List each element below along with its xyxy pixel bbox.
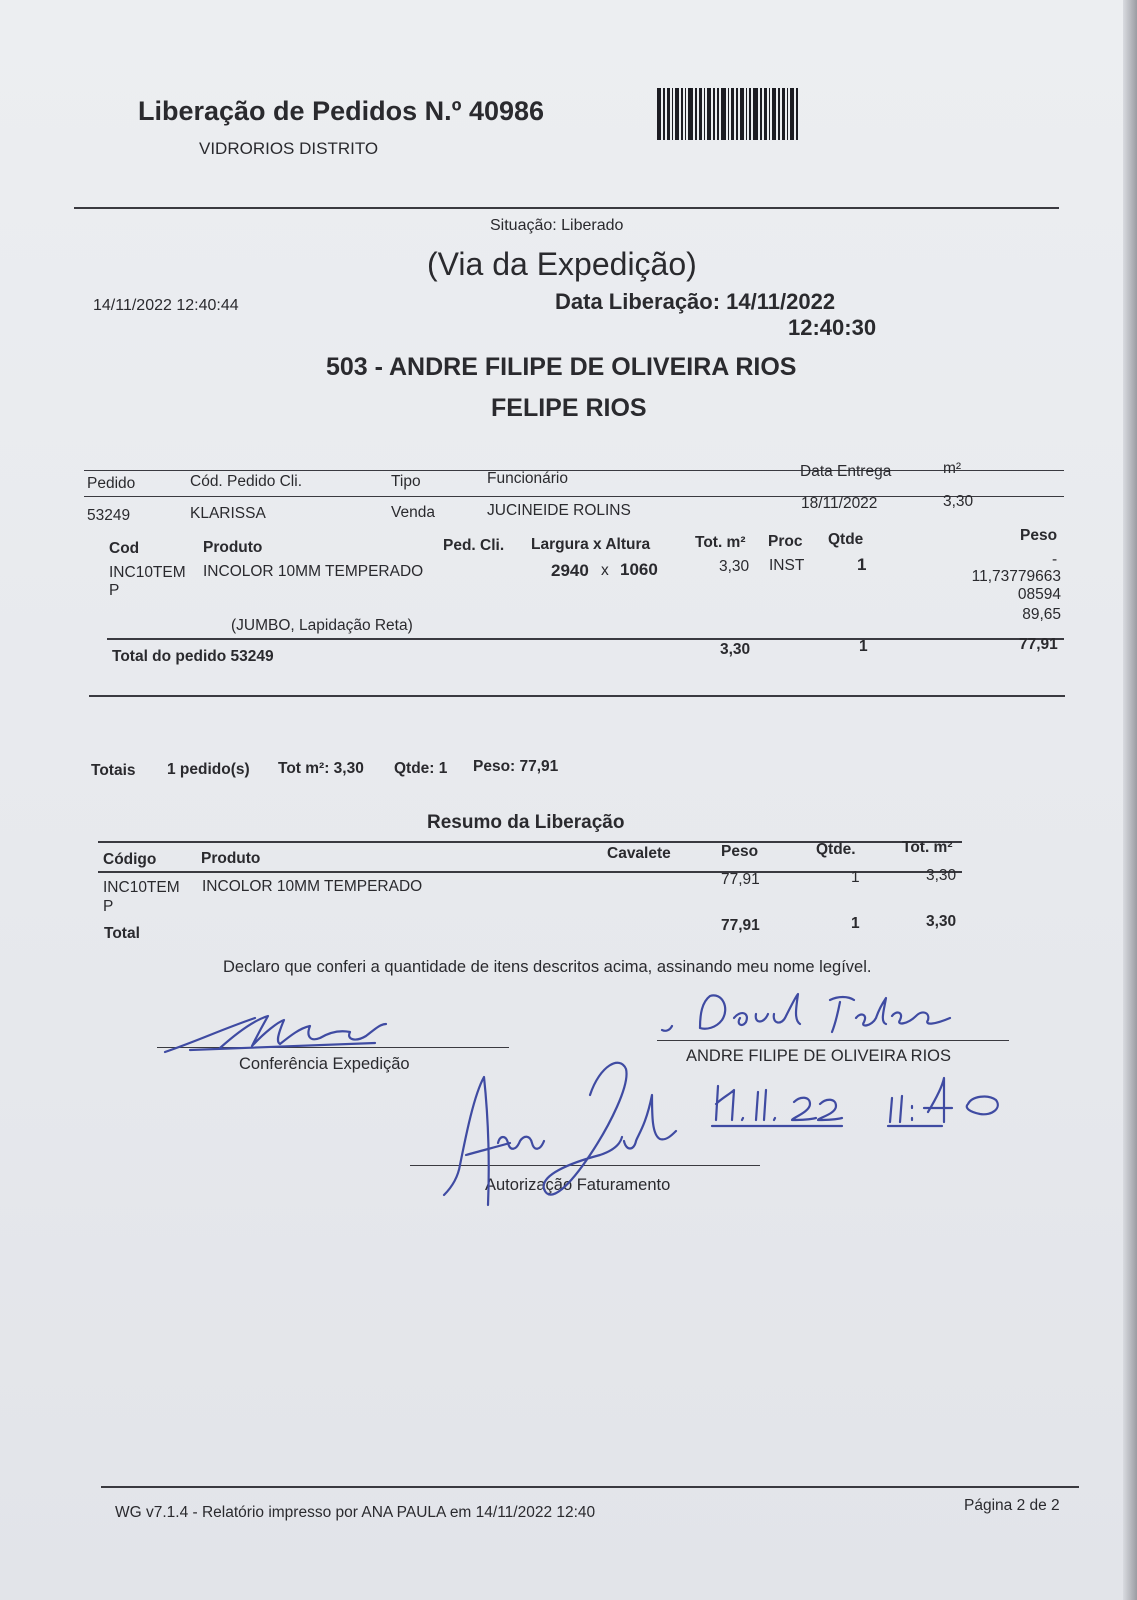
footer-page: Página 2 de 2 [964, 1497, 1060, 1514]
data-liberacao: Data Liberação: 14/11/2022 [555, 289, 836, 314]
signature-conferencia [160, 1010, 390, 1055]
totais-pedidos: 1 pedido(s) [167, 761, 250, 778]
summary-total-tot-m2: 3,30 [926, 913, 957, 930]
footer-printed-by: WG v7.1.4 - Relatório impresso por ANA PAULA em 14/11/2022 12:40 [115, 1504, 596, 1521]
item-proc: INST [769, 557, 805, 574]
summary-produto: INCOLOR 10MM TEMPERADO [202, 878, 423, 895]
printed-at: 14/11/2022 12:40:44 [93, 297, 239, 314]
summary-tot-m2: 3,30 [926, 867, 957, 884]
item-peso-line3: 89,65 [1022, 606, 1061, 623]
item-produto: INCOLOR 10MM TEMPERADO [203, 563, 424, 580]
data-entrega-value: 18/11/2022 [801, 495, 878, 512]
summary-col-peso: Peso [721, 843, 759, 860]
order-total-m2: 3,30 [720, 641, 751, 658]
col-tot-m2: Tot. m² [695, 534, 746, 551]
cod-pedido-cli-value: KLARISSA [190, 505, 266, 522]
col-qtde: Qtde [828, 531, 864, 548]
col-tipo: Tipo [391, 473, 421, 490]
summary-qtde: 1 [851, 869, 860, 886]
via-expedicao: (Via da Expedição) [427, 246, 697, 282]
col-pedido: Pedido [87, 475, 136, 492]
item-largura: 2940 [551, 561, 589, 580]
barcode [657, 88, 829, 140]
hora-liberacao: 12:40:30 [788, 315, 877, 340]
summary-cod-line1: INC10TEM [103, 879, 180, 896]
sig-label-cliente: ANDRE FILIPE DE OLIVEIRA RIOS [686, 1047, 951, 1065]
company-name: VIDRORIOS DISTRITO [199, 139, 379, 158]
signature-cliente [660, 990, 960, 1035]
col-ped-cli: Ped. Cli. [443, 537, 505, 554]
summary-cod-line2: P [103, 898, 114, 915]
header-rule [74, 207, 1059, 209]
order-total-peso: 77,91 [1019, 636, 1058, 653]
client-alias: FELIPE RIOS [491, 394, 647, 422]
item-peso-line2: 08594 [1017, 586, 1061, 603]
order-bottom-rule [89, 695, 1065, 697]
summary-col-cavalete: Cavalete [607, 845, 671, 862]
item-observacao: (JUMBO, Lapidação Reta) [231, 617, 413, 634]
totais-peso: Peso: 77,91 [473, 758, 559, 775]
pedido-value: 53249 [87, 507, 131, 524]
totais-tot-m2: Tot m²: 3,30 [278, 760, 364, 777]
signature-autorizacao [440, 1055, 680, 1225]
sig-line-cliente [657, 1040, 1009, 1041]
item-qtde: 1 [857, 555, 867, 574]
col-peso: Peso [1020, 527, 1058, 544]
summary-peso: 77,91 [721, 871, 760, 888]
item-tot-m2: 3,30 [719, 558, 750, 575]
order-header-rule [84, 496, 1064, 497]
item-cod-line1: INC10TEM [109, 564, 186, 581]
summary-title: Resumo da Liberação [427, 812, 625, 833]
order-table-top-rule [84, 470, 1064, 471]
m2-value: 3,30 [943, 493, 974, 510]
item-cod-line2: P [109, 582, 120, 599]
col-largura-altura: Largura x Altura [531, 536, 651, 553]
declaration-text: Declaro que conferi a quantidade de itens descritos acima, assinando meu nome legível. [223, 958, 872, 976]
summary-col-codigo: Código [103, 851, 157, 868]
client-name: 503 - ANDRE FILIPE DE OLIVEIRA RIOS [326, 353, 797, 381]
totais-label: Totais [91, 762, 136, 779]
funcionario-value: JUCINEIDE ROLINS [487, 502, 631, 519]
col-cod-pedido-cli: Cód. Pedido Cli. [190, 473, 303, 490]
item-peso-line1: 11,73779663 [971, 568, 1061, 585]
order-total-qtde: 1 [859, 638, 868, 655]
handwritten-date [712, 1068, 1012, 1134]
sig-label-autorizacao: Autorização Faturamento [485, 1176, 671, 1194]
tipo-value: Venda [391, 504, 435, 521]
summary-col-tot-m2: Tot. m² [902, 839, 953, 856]
summary-header-rule [98, 871, 962, 873]
order-total-label: Total do pedido 53249 [112, 648, 274, 665]
col-data-entrega: Data Entrega [800, 463, 892, 480]
col-funcionario: Funcionário [487, 470, 568, 487]
summary-col-qtde: Qtde. [816, 841, 856, 858]
summary-col-produto: Produto [201, 850, 261, 867]
totais-qtde: Qtde: 1 [394, 760, 448, 777]
col-proc: Proc [768, 533, 803, 550]
item-altura: 1060 [620, 560, 658, 579]
sig-label-conferencia: Conferência Expedição [239, 1055, 410, 1073]
col-produto: Produto [203, 539, 263, 556]
col-cod: Cod [109, 540, 140, 557]
document-title: Liberação de Pedidos N.º 40986 [138, 96, 545, 126]
summary-total-qtde: 1 [851, 915, 860, 932]
col-m2: m² [943, 460, 962, 477]
item-x: x [601, 562, 609, 579]
summary-total-label: Total [104, 925, 140, 942]
situacao: Situação: Liberado [490, 217, 624, 234]
order-total-rule [107, 638, 1064, 640]
paper-edge [1123, 0, 1137, 1600]
item-peso-dash: - [1052, 551, 1058, 568]
footer-rule [101, 1486, 1079, 1488]
summary-total-peso: 77,91 [721, 917, 760, 934]
